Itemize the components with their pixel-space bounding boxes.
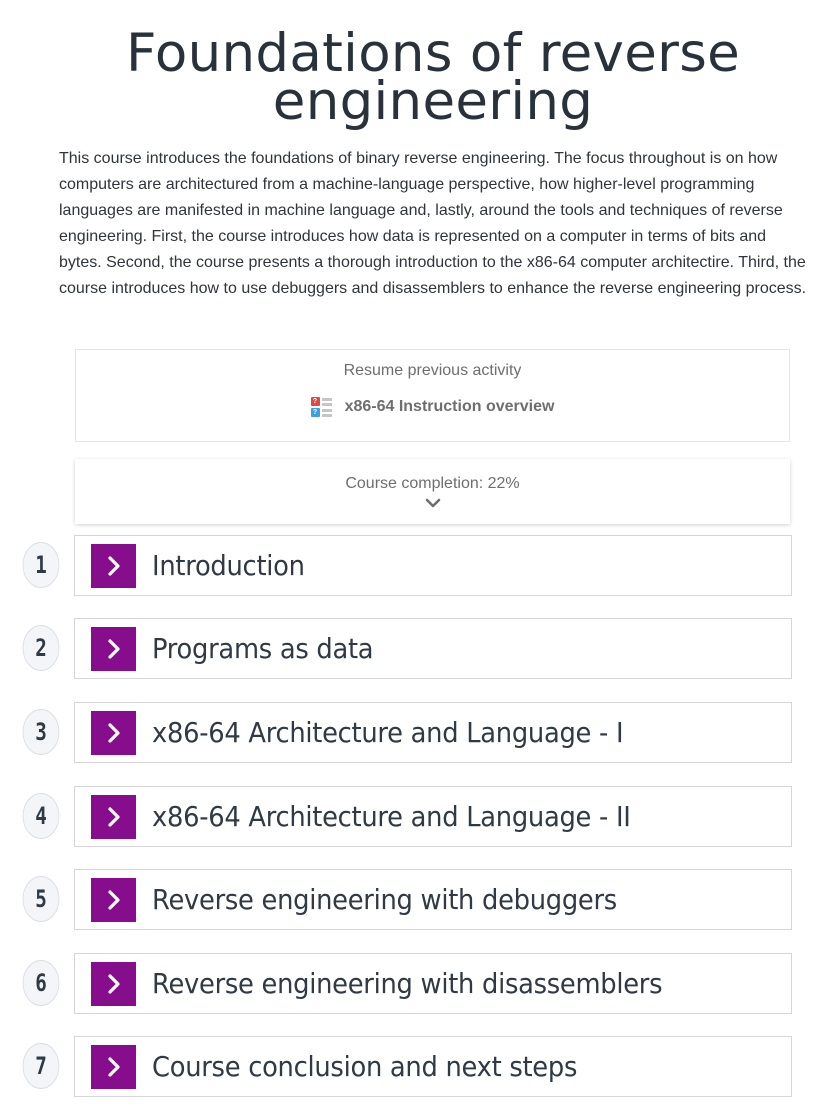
section-number: 6 — [23, 960, 60, 1006]
section-title[interactable]: Introduction — [152, 549, 305, 582]
section-header[interactable] — [74, 702, 792, 763]
quiz-icon: ? ? — [311, 396, 333, 418]
section-number: 7 — [23, 1043, 60, 1089]
section-title[interactable]: Reverse engineering with disassemblers — [152, 967, 663, 1000]
resume-activity-panel — [75, 349, 790, 442]
section-title[interactable]: Reverse engineering with debuggers — [152, 883, 617, 916]
section-title[interactable]: Course conclusion and next steps — [152, 1050, 578, 1083]
chevron-right-icon — [106, 722, 122, 744]
section-6 — [0, 953, 821, 1015]
course-completion-label: Course completion: 22% — [345, 475, 520, 492]
section-header[interactable] — [74, 618, 792, 679]
section-7 — [0, 1036, 821, 1098]
section-title[interactable]: x86-64 Architecture and Language - I — [152, 716, 624, 749]
section-header[interactable] — [74, 869, 792, 930]
section-3 — [0, 702, 821, 764]
section-expand-button[interactable] — [91, 711, 136, 755]
section-title[interactable]: x86-64 Architecture and Language - II — [152, 800, 631, 833]
section-header[interactable] — [74, 535, 792, 596]
resume-label: Resume previous activity — [343, 362, 522, 379]
course-title: Foundations of reverse engineering — [125, 23, 741, 132]
chevron-right-icon — [106, 973, 122, 995]
section-header[interactable] — [74, 1036, 792, 1097]
section-expand-button[interactable] — [91, 1045, 136, 1089]
section-header[interactable] — [74, 953, 792, 1014]
chevron-down-icon — [425, 497, 441, 509]
course-completion-toggle[interactable] — [75, 459, 790, 524]
section-2 — [0, 618, 821, 680]
section-number: 3 — [23, 709, 60, 755]
resume-activity-link[interactable] — [76, 396, 789, 418]
section-expand-button[interactable] — [91, 878, 136, 922]
chevron-right-icon — [106, 806, 122, 828]
chevron-right-icon — [106, 889, 122, 911]
section-expand-button[interactable] — [91, 627, 136, 671]
section-number: 5 — [23, 876, 60, 922]
section-number: 4 — [23, 793, 60, 839]
section-expand-button[interactable] — [91, 795, 136, 839]
section-5 — [0, 869, 821, 931]
chevron-right-icon — [106, 638, 122, 660]
chevron-right-icon — [106, 1056, 122, 1078]
section-header[interactable] — [74, 786, 792, 847]
resume-activity-name[interactable]: x86-64 Instruction overview — [344, 398, 555, 415]
section-number: 1 — [23, 542, 60, 588]
section-title[interactable]: Programs as data — [152, 632, 374, 665]
section-expand-button[interactable] — [91, 544, 136, 588]
section-expand-button[interactable] — [91, 962, 136, 1006]
section-number: 2 — [23, 625, 60, 671]
course-description: This course introduces the foundations of binary reverse engineering. The focus throughout is on how computers are architectured from a machine-language perspective, how higher-level programming languages are manifested in machine language and, lastly, around the tools and techniques of reverse engineering. First, the course introduces how data is represented on a computer in terms of bits and bytes. Second, the course presents a thorough introduction to the x86-64 computer architectire. Third, the course introduces how to use debuggers and disassemblers to enhance the reverse engineering process. — [59, 150, 807, 297]
chevron-right-icon — [106, 555, 122, 577]
section-1 — [0, 535, 821, 597]
section-4 — [0, 786, 821, 848]
